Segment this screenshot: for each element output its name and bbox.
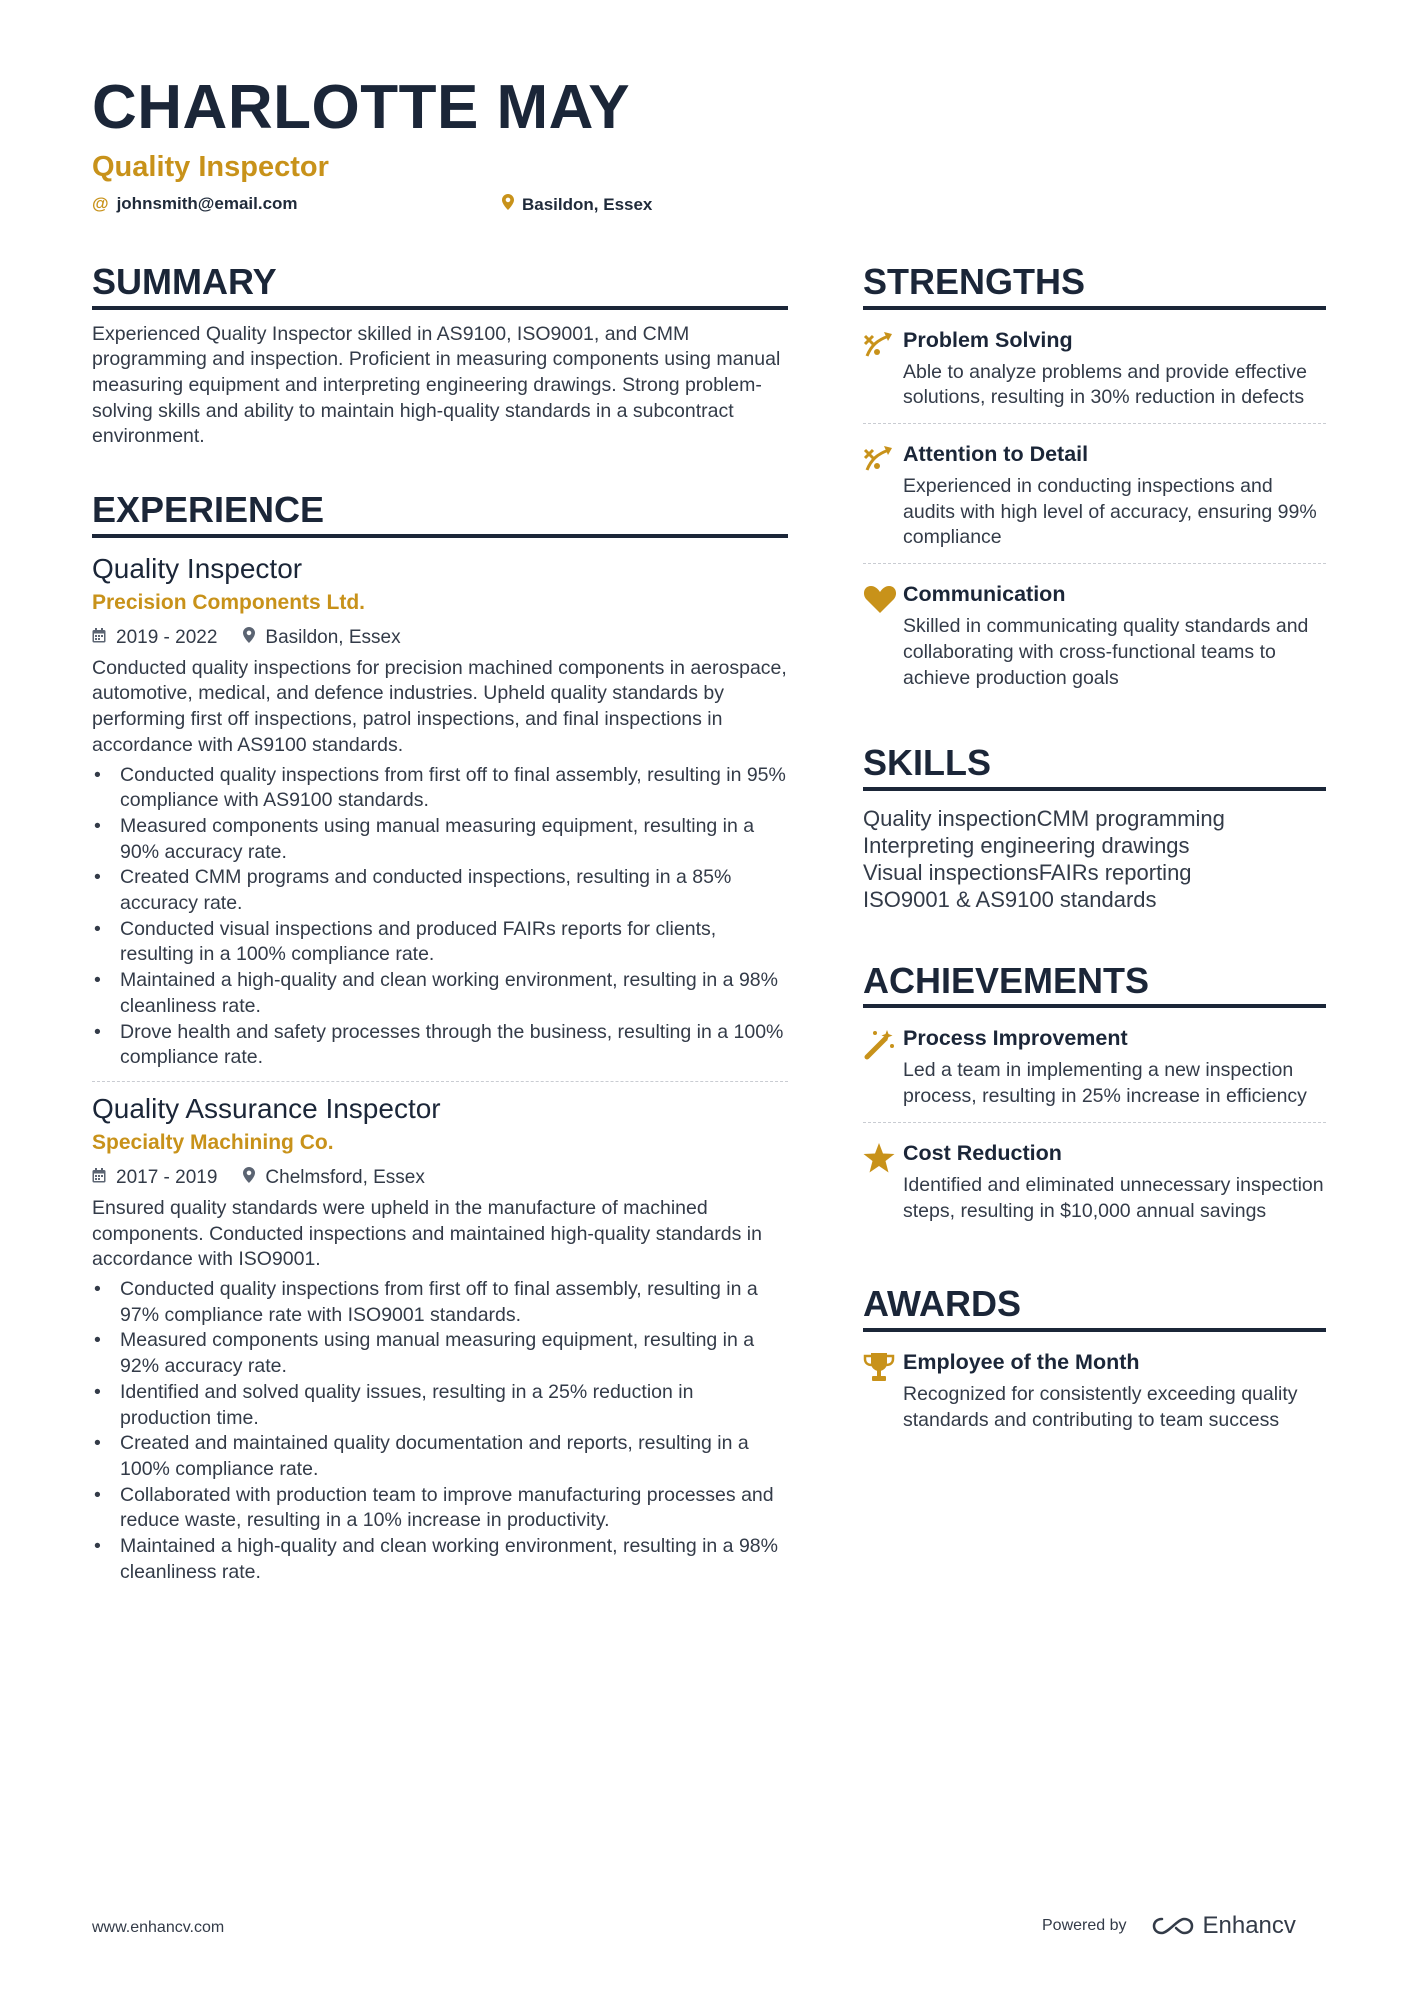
job-title: Quality Inspector [92, 552, 303, 584]
summary-heading: SUMMARY [92, 262, 788, 310]
list-item: • Conducted quality inspections from first off to final assembly, resulting in a 97% compliance rate with ISO9001 standards. [92, 1277, 788, 1328]
award-text: Recognized for consistently exceeding quality standards and contributing to team success [903, 1382, 1298, 1431]
location-text: Basildon, Essex [522, 194, 653, 214]
footer-website-link[interactable]: www.enhancv.com [92, 1919, 225, 1936]
list-item: • Conducted visual inspections and produced FAIRs reports for clients, resulting in a 100% compliance rate. [92, 917, 788, 968]
calendar-icon [92, 628, 106, 648]
list-item: • Measured components using manual measuring equipment, resulting in a 92% accuracy rate. [92, 1328, 788, 1379]
strength-item [863, 423, 1326, 563]
skill-line: ISO9001 & AS9100 standards [863, 886, 1157, 912]
company-name: Specialty Machining Co. [92, 1130, 334, 1154]
strength-text: Able to analyze problems and provide effective solutions, resulting in 30% reduction in defects [903, 360, 1307, 409]
achievement-text: Identified and eliminated unnecessary inspection steps, resulting in $10,000 annual savings [903, 1173, 1324, 1222]
awards-heading: AWARDS [863, 1284, 1326, 1332]
chart-trend-icon [863, 326, 903, 411]
list-item: • Maintained a high-quality and clean working environment, resulting in a 98% cleanliness rate. [92, 1534, 788, 1585]
list-item: • Created and maintained quality documentation and reports, resulting in a 100% compliance rate. [92, 1431, 788, 1482]
job-bullets [92, 1277, 788, 1585]
strength-title: Problem Solving [903, 327, 1073, 352]
job-location: Basildon, Essex [265, 626, 401, 648]
achievements-list [863, 1008, 1326, 1236]
job-meta [92, 626, 788, 650]
left-column [92, 262, 788, 1586]
skills-list [863, 805, 1326, 913]
location-pin-icon [502, 194, 514, 215]
infinity-logo-icon [1151, 1915, 1195, 1937]
location-pin-icon [243, 1167, 255, 1188]
at-sign-icon: @ [92, 194, 109, 213]
strength-text: Skilled in communicating quality standards and collaborating with cross-functional teams to achieve production goals [903, 615, 1309, 689]
awards-list [863, 1332, 1326, 1445]
skill-line: Interpreting engineering drawings [863, 832, 1190, 858]
powered-by-label: Powered by [1042, 1917, 1127, 1934]
email-text: johnsmith@email.com [116, 194, 298, 213]
list-item: • Maintained a high-quality and clean working environment, resulting in a 98% cleanliness rate. [92, 968, 788, 1019]
contact-email[interactable] [92, 194, 298, 214]
job-bullets [92, 763, 788, 1071]
calendar-icon [92, 1168, 106, 1188]
magic-wand-icon [863, 1024, 903, 1109]
job-location: Chelmsford, Essex [265, 1166, 425, 1188]
job-entry [92, 552, 788, 1071]
strength-item [863, 563, 1326, 703]
job-dates: 2017 - 2019 [116, 1166, 218, 1188]
job-dates: 2019 - 2022 [116, 626, 218, 648]
achievement-item [863, 1122, 1326, 1236]
achievement-text: Led a team in implementing a new inspection process, resulting in 25% increase in efficiency [903, 1059, 1307, 1108]
job-description: Ensured quality standards were upheld in the manufacture of machined components. Conducted inspections and maintained high-quality standards in accordance with ISO9001. [92, 1196, 762, 1271]
skills-heading: SKILLS [863, 743, 1326, 791]
contact-location [502, 194, 652, 215]
strength-title: Communication [903, 582, 1066, 607]
list-item: • Drove health and safety processes through the business, resulting in a 100% compliance rate. [92, 1020, 788, 1071]
job-meta [92, 1166, 788, 1190]
job-divider [92, 1081, 788, 1082]
strengths-list [863, 310, 1326, 704]
achievement-title: Process Improvement [903, 1026, 1128, 1051]
job-entry [92, 1092, 788, 1586]
list-item: • Collaborated with production team to improve manufacturing processes and reduce waste, resulting in a 10% increase in productivity. [92, 1483, 788, 1534]
footer-branding [1042, 1912, 1296, 1940]
list-item: • Measured components using manual measuring equipment, resulting in a 90% accuracy rate. [92, 814, 788, 865]
right-column [863, 262, 1326, 1445]
achievement-item [863, 1008, 1326, 1121]
list-item: • Identified and solved quality issues, resulting in a 25% reduction in production time. [92, 1380, 788, 1431]
list-item: • Conducted quality inspections from first off to final assembly, resulting in 95% compliance with AS9100 standards. [92, 763, 788, 814]
company-name: Precision Components Ltd. [92, 590, 366, 614]
enhancv-logo[interactable] [1151, 1912, 1296, 1940]
skill-line: Quality inspectionCMM programming [863, 805, 1225, 831]
strength-title: Attention to Detail [903, 442, 1089, 466]
summary-text: Experienced Quality Inspector skilled in AS9100, ISO9001, and CMM programming and inspection. Proficient in measuring components using manual measuring equipment and interpreting engineering drawings. Strong problem-solving skills and ability to maintain high-quality standards in a subcontract environment. [92, 322, 781, 448]
strength-item [863, 310, 1326, 423]
star-icon [863, 1139, 903, 1224]
chart-trend-icon [863, 440, 903, 551]
candidate-role: Quality Inspector [92, 151, 329, 183]
experience-heading: EXPERIENCE [92, 490, 788, 538]
brand-name: Enhancv [1202, 1912, 1296, 1939]
job-description: Conducted quality inspections for precision machined components in aerospace, automotive, medical, and defence industries. Upheld quality standards by performing first off inspections, patrol inspections, and final inspections in accordance with AS9100 standards. [92, 656, 787, 756]
candidate-name: CHARLOTTE MAY [92, 73, 631, 142]
location-pin-icon [243, 627, 255, 648]
trophy-icon [863, 1348, 903, 1433]
strength-text: Experienced in conducting inspections and audits with high level of accuracy, ensuring 99% compliance [903, 475, 1317, 549]
award-item [863, 1332, 1326, 1445]
job-title: Quality Assurance Inspector [92, 1092, 441, 1124]
list-item: • Created CMM programs and conducted inspections, resulting in a 85% accuracy rate. [92, 865, 788, 916]
award-title: Employee of the Month [903, 1349, 1140, 1374]
strengths-heading: STRENGTHS [863, 262, 1326, 310]
heart-icon [863, 580, 903, 691]
skill-line: Visual inspectionsFAIRs reporting [863, 859, 1192, 885]
achievements-heading: ACHIEVEMENTS [863, 961, 1326, 1009]
achievement-title: Cost Reduction [903, 1140, 1062, 1165]
